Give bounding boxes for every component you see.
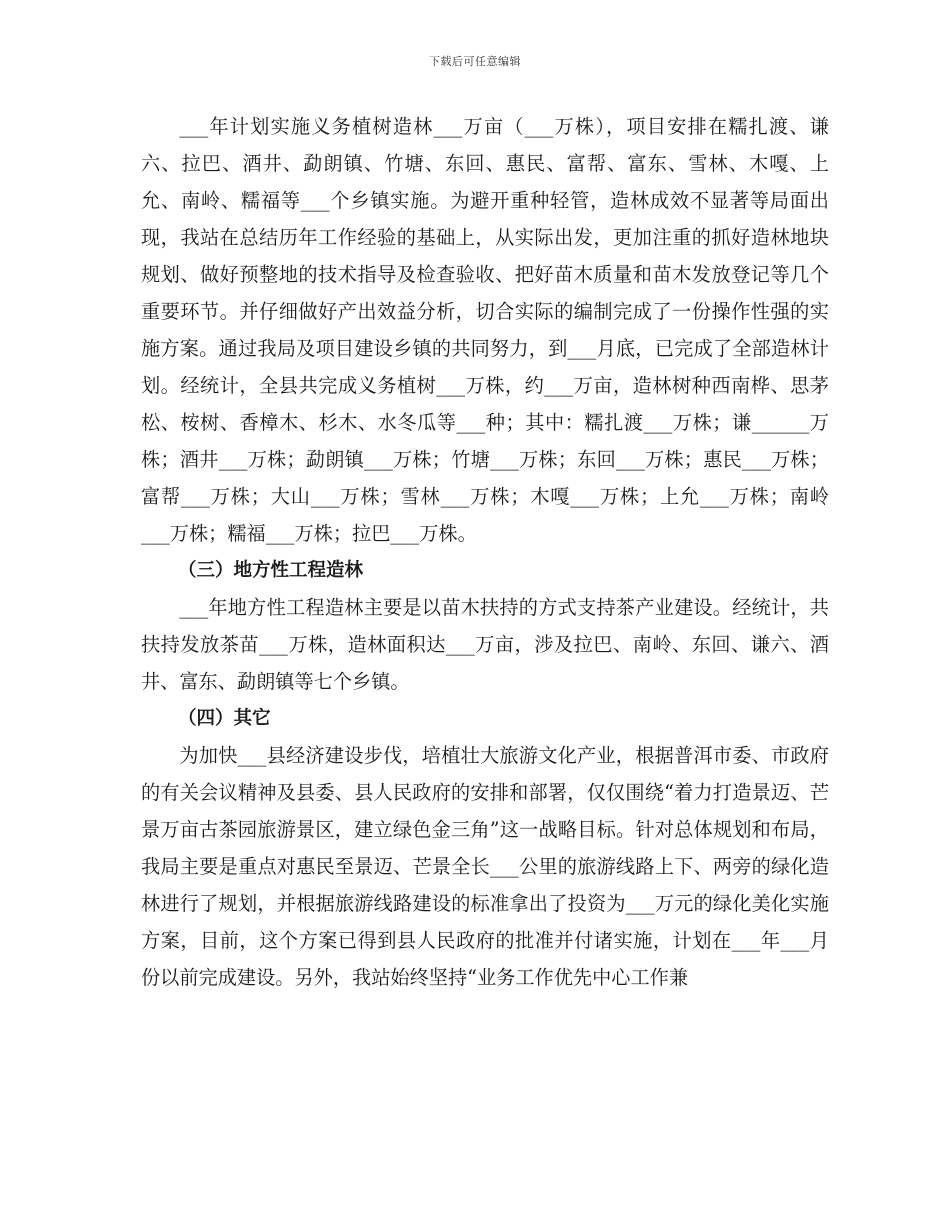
document-body [141,108,829,996]
paragraph-local-engineering: ___年地方性工程造林主要是以苗木扶持的方式支持茶产业建设。经统计，共扶持发放茶苗___万株，造林面积达___万亩，涉及拉巴、南岭、东回、谦六、酒井、富东、勐朗镇等七个乡镇。 [141,596,829,693]
paragraph-other: 为加快___县经济建设步伐，培植壮大旅游文化产业，根据普洱市委、市政府的有关会议精神及县委、县人民政府的安排和部署，仅仅围绕“着力打造景迈、芒景万亩古茶园旅游景区，建立绿色金三角”这一战略目标。针对总体规划和布局，我局主要是重点对惠民至景迈、芒景全长___公里的旅游线路上下、两旁的绿化造林进行了规划，并根据旅游线路建设的标准拿出了投资为___万元的绿化美化实施方案，目前，这个方案已得到县人民政府的批准并付诸实施，计划在___年___月份以前完成建设。另外，我站始终坚持“业务工作优先中心工作兼 [141,744,829,989]
page-header: 下载后可任意编辑 [429,55,521,68]
section-heading-other: （四）其它 [178,708,271,729]
section-heading-local-engineering: （三）地方性工程造林 [178,560,364,581]
paragraph-compulsory-planting: ___年计划实施义务植树造林___万亩（___万株），项目安排在糯扎渡、谦六、拉巴、酒井、勐朗镇、竹塘、东回、惠民、富帮、富东、雪林、木嘎、上允、南岭、糯福等___个乡镇实施。为避开重种轻管，造林成效不显著等局面出现，我站在总结历年工作经验的基础上，从实际出发，更加注重的抓好造林地块规划、做好预整地的技术指导及检查验收、把好苗木质量和苗木发放登记等几个重要环节。并仔细做好产出效益分析，切合实际的编制完成了一份操作性强的实施方案。通过我局及项目建设乡镇的共同努力，到___月底，已完成了全部造林计划。经统计，全县共完成义务植树___万株，约___万亩，造林树种西南桦、思茅松、桉树、香樟木、杉木、水冬瓜等___种；其中：糯扎渡___万株；谦______万株；酒井___万株；勐朗镇___万株；竹塘___万株；东回___万株；惠民___万株；富帮___万株；大山___万株；雪林___万株；木嘎___万株；上允___万株；南岭___万株；糯福___万株；拉巴___万株。 [141,115,829,545]
